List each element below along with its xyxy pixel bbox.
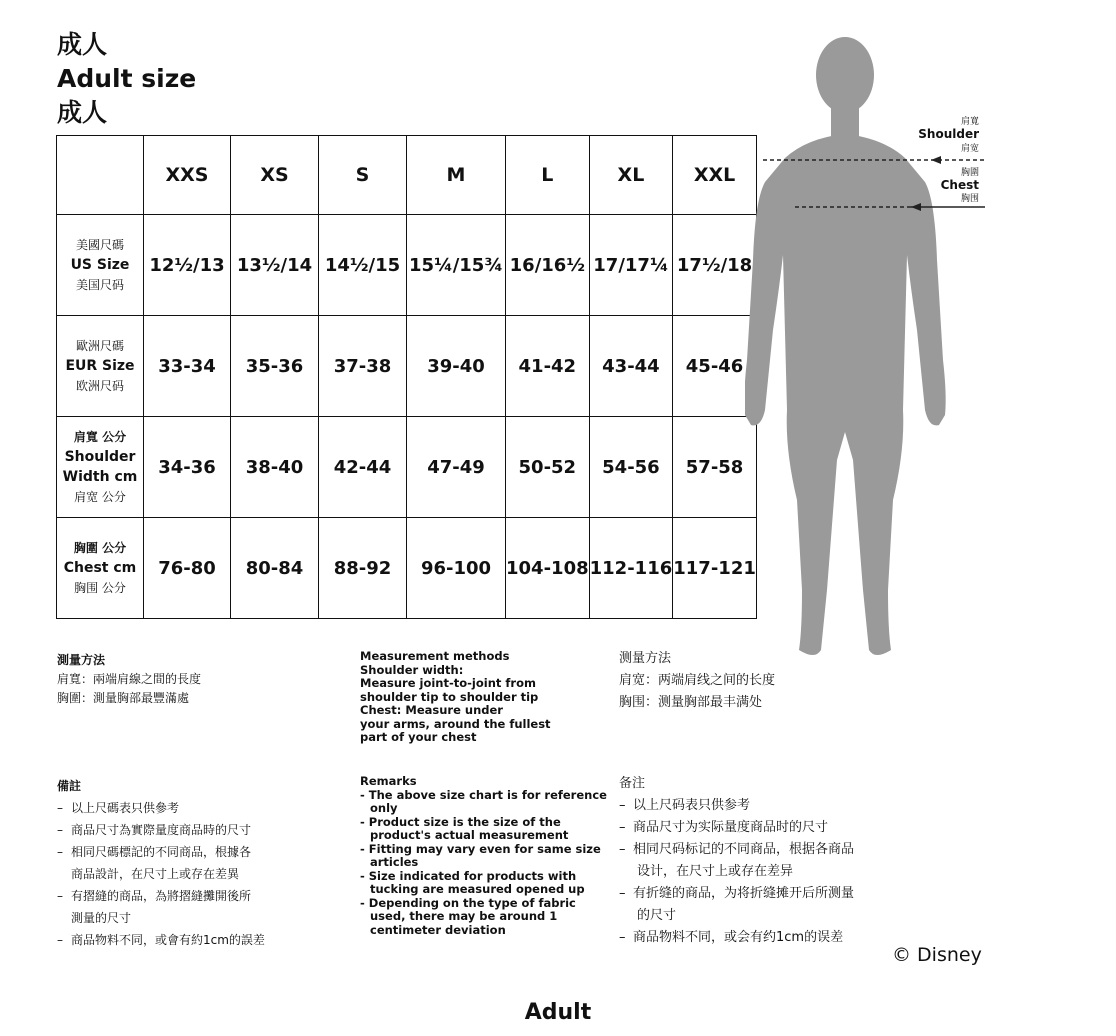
table-cell: 112-116 <box>589 518 673 619</box>
remark-item-cont: 商品設計，在尺寸上或存在差異 <box>71 867 240 881</box>
table-cell: 16/16½ <box>506 215 590 316</box>
remarks-zh-trad <box>57 775 332 951</box>
chest-label-en: Chest <box>940 178 979 192</box>
row-header-zh-simp: 美国尺码 <box>75 278 124 292</box>
table-cell: 14½/15 <box>319 215 407 316</box>
size-header: XL <box>589 136 673 215</box>
remark-item: - The above size chart is for reference only <box>360 787 607 815</box>
table-cell: 76-80 <box>144 518 231 619</box>
measure-en <box>360 650 610 745</box>
table-cell: 41-42 <box>506 316 590 417</box>
table-cell: 104-108 <box>506 518 590 619</box>
row-header-zh-simp: 欧洲尺码 <box>75 379 124 393</box>
table-cell: 96-100 <box>407 518 506 619</box>
table-row <box>57 417 757 518</box>
measure-line: 胸圍：測量胸部最豐滿處 <box>57 691 190 705</box>
table-cell: 57-58 <box>673 417 757 518</box>
remark-item-cont: 设计，在尺寸上或存在差异 <box>637 864 794 879</box>
row-header-zh-trad: 歐洲尺碼 <box>75 339 124 353</box>
measure-line: 肩寬：兩端肩線之間的長度 <box>57 672 202 686</box>
remark-item: – 商品尺寸为实际量度商品时的尺寸 <box>619 817 909 839</box>
measure-line: your arms, around the fullest <box>360 716 551 731</box>
corner-cell <box>57 136 144 215</box>
remark-item: – 以上尺碼表只供參考 <box>57 797 332 819</box>
table-cell: 42-44 <box>319 417 407 518</box>
table-cell: 17/17¼ <box>589 215 673 316</box>
table-cell: 34-36 <box>144 417 231 518</box>
table-cell: 54-56 <box>589 417 673 518</box>
row-header-zh-trad: 美國尺碼 <box>75 238 124 252</box>
table-cell: 13½/14 <box>231 215 319 316</box>
row-header-en: Width cm <box>62 469 138 485</box>
measure-line: 肩宽：两端肩线之间的长度 <box>619 673 776 688</box>
measure-line: 胸围：测量胸部最丰满处 <box>619 695 763 710</box>
size-header-row <box>57 136 757 215</box>
table-row <box>57 215 757 316</box>
remark-item-cont: 的尺寸 <box>637 908 677 923</box>
row-header-zh-simp: 胸围 公分 <box>74 581 126 595</box>
remarks-heading: 備註 <box>57 779 82 793</box>
copyright: © Disney <box>892 944 982 966</box>
size-header: L <box>506 136 590 215</box>
remark-item: - Depending on the type of fabric used, there may be around 1 centimeter deviation <box>360 895 576 937</box>
title-block <box>57 28 196 130</box>
remark-item: – 以上尺码表只供参考 <box>619 795 909 817</box>
table-cell: 47-49 <box>407 417 506 518</box>
size-header: S <box>319 136 407 215</box>
size-header: XXL <box>673 136 757 215</box>
row-header-zh-trad: 肩寬 公分 <box>73 430 127 444</box>
table-cell: 17½/18 <box>673 215 757 316</box>
row-header-shoulder <box>57 417 144 518</box>
shoulder-label-zh-simp: 肩宽 <box>960 144 979 154</box>
table-row <box>57 316 757 417</box>
remark-item: – 商品物料不同，或會有約1cm的誤差 <box>57 929 332 951</box>
measure-line: shoulder tip to shoulder tip <box>360 689 539 704</box>
row-header-us <box>57 215 144 316</box>
table-cell: 38-40 <box>231 417 319 518</box>
remark-item: – 相同尺码标记的不同商品，根据各商品 <box>619 839 909 861</box>
measure-heading: 測量方法 <box>57 653 106 667</box>
title-zh-simp: 成人 <box>57 98 108 127</box>
measure-heading: Measurement methods <box>360 649 510 663</box>
table-cell: 37-38 <box>319 316 407 417</box>
title-en: Adult size <box>57 64 197 93</box>
table-cell: 15¼/15¾ <box>407 215 506 316</box>
remarks-zh-simp <box>619 773 909 949</box>
measure-line: Measure joint-to-joint from <box>360 676 536 690</box>
remark-item: – 有折缝的商品，为将折缝摊开后所测量 <box>619 883 909 905</box>
body-figure <box>745 30 990 670</box>
row-header-zh-trad: 胸圍 公分 <box>73 541 127 555</box>
shoulder-arrow-icon <box>931 156 941 164</box>
size-header: XXS <box>144 136 231 215</box>
remark-item: – 商品尺寸為實際量度商品時的尺寸 <box>57 819 332 841</box>
table-cell: 50-52 <box>506 417 590 518</box>
row-header-eur <box>57 316 144 417</box>
remark-item: - Product size is the size of the product's actual measurement <box>360 814 569 842</box>
chest-label-zh-trad: 胸圍 <box>960 168 979 178</box>
row-header-en: EUR Size <box>65 358 135 374</box>
remarks-heading: 备注 <box>619 776 646 791</box>
table-cell: 88-92 <box>319 518 407 619</box>
row-header-en: US Size <box>70 257 130 273</box>
size-table <box>56 135 757 619</box>
size-header: M <box>407 136 506 215</box>
title-zh-trad: 成人 <box>57 30 108 59</box>
row-header-en: Chest cm <box>63 560 137 576</box>
remarks-en <box>360 775 610 937</box>
measure-line: Chest: Measure under <box>360 703 503 717</box>
table-cell: 39-40 <box>407 316 506 417</box>
remark-item: - Size indicated for products with tucking are measured opened up <box>360 868 585 896</box>
measure-zh-trad <box>57 651 332 708</box>
table-cell: 80-84 <box>231 518 319 619</box>
table-row <box>57 518 757 619</box>
table-cell: 45-46 <box>673 316 757 417</box>
remark-item-cont: 測量的尺寸 <box>71 911 132 925</box>
size-header: XS <box>231 136 319 215</box>
measure-line: part of your chest <box>360 730 477 744</box>
remark-item: – 相同尺碼標記的不同商品，根據各 <box>57 841 332 863</box>
table-cell: 33-34 <box>144 316 231 417</box>
footer-label: Adult <box>524 1000 592 1025</box>
remarks-heading: Remarks <box>360 774 417 788</box>
measure-line: Shoulder width: <box>360 662 464 677</box>
shoulder-label-en: Shoulder <box>918 127 979 141</box>
shoulder-label-zh-trad: 肩寬 <box>960 117 979 127</box>
measure-heading: 测量方法 <box>619 651 672 666</box>
table-cell: 117-121 <box>673 518 757 619</box>
remark-item: – 商品物料不同，或会有约1cm的误差 <box>619 927 909 949</box>
row-header-en: Shoulder <box>64 449 136 465</box>
table-cell: 43-44 <box>589 316 673 417</box>
row-header-zh-simp: 肩宽 公分 <box>74 490 126 504</box>
table-cell: 12½/13 <box>144 215 231 316</box>
remark-item: - Fitting may vary even for same size articles <box>360 841 601 869</box>
body-silhouette <box>745 37 946 655</box>
table-cell: 35-36 <box>231 316 319 417</box>
remark-item: – 有摺縫的商品，為將摺縫攤開後所 <box>57 885 332 907</box>
chest-label-zh-simp: 胸围 <box>960 194 979 204</box>
measure-zh-simp <box>619 648 909 714</box>
row-header-chest <box>57 518 144 619</box>
